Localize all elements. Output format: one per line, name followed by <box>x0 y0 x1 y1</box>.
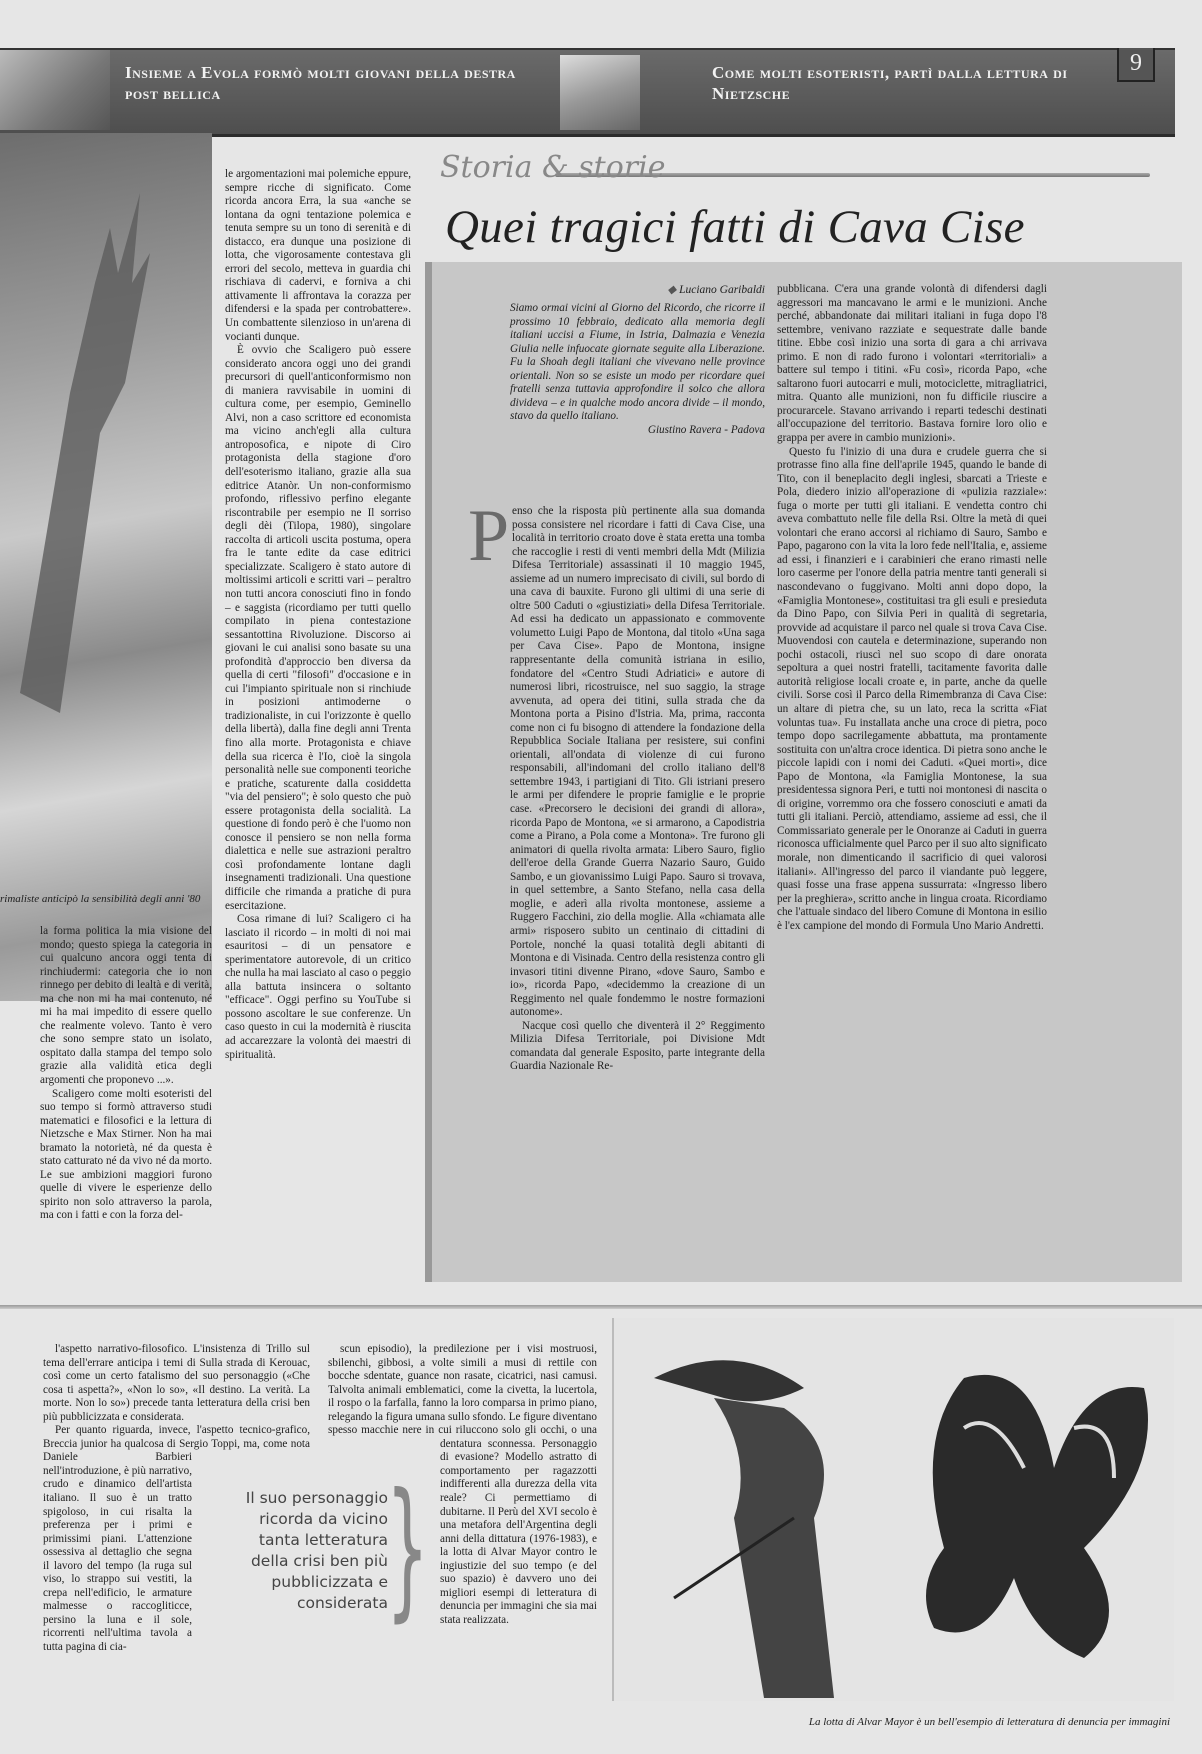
paragraph: Cosa rimane di lui? Scaligero ci ha lasciato il ricordo – in molti di noi mai esauritosi – di un pensatore e sperimentatore autorevole, di un critico che nulla ha mai lasciato al caso o peggio alla battuta insincera o soltanto "efficace". Oggi perfino su YouTube si possono ascoltare le sue conferenze. Un caso questo in cui la modernità è riuscita ad accarezzare la volontà dei maestri di spiritualità. <box>225 913 411 1061</box>
letter-signature: Giustino Ravera - Padova <box>647 423 765 436</box>
paragraph: enso che la risposta più pertinente alla sua domanda possa consistere nel ricordare i fatti di Cava Cise, una località in territorio croato dove è stata eretta una tomba che raccoglie i resti di venti membri della Mdt (Milizia Difesa Territoriale) assassinati il 10 maggio 1945, assieme ad un numero imprecisato di civili, sul bordo di una cava di bauxite. Furono gli ultimi di una serie di oltre 500 Caduti o «giustiziati» della Difesa Territoriale. Ad essi ha dedicato un appassionato e commovente volumetto Luigi Papo de Montona, dal titolo «Una saga per Cava Cise». Papo de Montona, insigne rappresentante della comunità istriana in esilio, fondatore del «Centro Studi Adriatici» e autore di numerosi libri, ricostruisce, nel suo saggio, la strage avvenuta, ad opera dei titini, sulla strada che da Montona porta a Pisino d'Istria. Ma, prima, racconta come non ci fu bisogno di attendere la fondazione della Repubblica Sociale Italiana per resistere, sui confini orientali, all'ondata di violenze di cui furono responsabili, all'indomani del crollo italiano dell'8 settembre 1943, i partigiani di Tito. Gli istriani presero le armi per difendere le proprie famiglie e le proprie case. «Precorsero le decisioni dei grandi di allora», ricorda Papo de Montona, «e si armarono, a Capodistria come a Pirano, a Pola come a Montona». Tre furono gli animatori di quella rivolta armata: Libero Sauro, figlio dell'eroe della Grande Guerra Nazario Sauro, Guido Sambo, e un giovanissimo Luigi Papo. Sauro si trovava, in quel settembre, a Santo Stefano, nella casa della moglie, e aderì alla rivolta montonese, assieme a Ruggero Facchini, zio della moglie. Alla «chiamata alle armi» risposero subito un centinaio di cittadini di Portole, nonché la quasi totalità degli abitanti di Montona e di Visinada. Centro della resistenza contro gli invasori titini divenne Pirano, «dove Sauro, Sambo e io», ricorda Papo, «decidemmo la creazione di un Reggimento nel quale fondemmo le nostre formazioni autonome». <box>510 505 765 1019</box>
article-title: Quei tragici fatti di Cava Cise <box>445 201 1025 253</box>
comic-figure-butterfly-icon <box>614 1318 1174 1701</box>
brace-icon: } <box>386 1462 429 1636</box>
sky-hand-photo <box>0 133 212 1001</box>
paragraph: Nacque così quello che diventerà il 2° Reggimento Milizia Difesa Territoriale, poi Divisione Mdt comandata dal generale Esposito, parte integrante della Guardia Nazionale Re- <box>510 1019 765 1073</box>
drop-cap: P <box>468 495 510 577</box>
paragraph: Per quanto riguarda, invece, l'aspetto tecnico-grafico, Breccia junior ha qualcosa di Sergio Toppi, ma, come nota Daniele Barbieri nell'introduzione, è più narrativo, crudo e dinamico dell'artista italiano. Il suo è un tratto spigoloso, in cui risalta la preferenza per i primi e primissimi piani. L'attenzione ossessiva al dettaglio che segna il lavoro del tempo (la ruga sul viso, lo strappo sui vestiti, la crepa nell'edificio, le armature malmesse o raccogliticce, persino la luna e il sole, ricorrenti nell'ultima tavola a tutta pagina di cia- <box>43 1424 310 1654</box>
paragraph: l'aspetto narrativo-filosofico. L'insistenza di Trillo sul tema dell'errare anticipa i temi di Sulla strada di Kerouac, così come un certo fatalismo del suo personaggio («Che cosa ti aspetta?», «Non lo so», «Il destino. La verità. La morte. Non lo so») precede tanta letteratura della crisi ben più pubblicizzata e considerata. <box>43 1343 310 1423</box>
paragraph: la forma politica la mia visione del mondo; questo spiega la categoria in cui qualcuno ancora oggi tenta di rinchiudermi: categoria che io non rinnego per debito di lealtà e di verità, ma che non mi ha mai contenuto, né mi ha mai impedito di essere quello che realmente volevo. Tanto è vero che sono sempre stato un isolato, ospitato dalla stampa del tempo solo grazie alla validità etica degli argomenti che proponevo ...». <box>40 925 212 1087</box>
diamond-bullet-icon: ◆ <box>667 284 680 296</box>
byline <box>510 282 765 296</box>
letter-text: Siamo ormai vicini al Giorno del Ricordo, che ricorre il prossimo 10 febbraio, dedicato alla memoria degli italiani uccisi a Fiume, in Istria, Dalmazia e Venezia Giulia nelle infuocate giornate seguite alla Liberazione. Fu la Shoah degli italiani che vivevano nelle province orientali. Non so se esiste un modo per ricordare quei fratelli senza tuttavia approfondire il solco che allora divideva – e in qualche modo ancora divide – il mondo, stavo da quello italiano. <box>510 302 765 423</box>
left-image-caption: rimaliste anticipò la sensibilità degli anni '80 <box>0 893 201 905</box>
header-headline-right: Come molti esoteristi, partì dalla lettura di Nietzsche <box>712 63 1068 103</box>
nietzsche-photo <box>560 55 640 130</box>
illustration-caption: La lotta di Alvar Mayor è un bell'esempio di letteratura di denuncia per immagini <box>808 1716 1170 1728</box>
raised-hand-icon <box>0 133 212 1001</box>
pull-quote: Il suo personaggio ricorda da vicino tanta letteratura della crisi ben più pubblicizzata e considerata <box>245 1489 388 1612</box>
alvar-mayor-illustration <box>612 1318 1174 1701</box>
page-number: 9 <box>1117 48 1155 82</box>
article-column-1 <box>468 495 765 1074</box>
section-divider <box>0 1305 1202 1309</box>
paragraph: scun episodio), la predilezione per i visi mostruosi, sbilenchi, gibbosi, a volte simili a musi di rettile con bocche sdentate, guance non rasate, cicatrici, nasi camusi. Talvolta animali emblematici, come la civetta, la lucertola, il rospo o la farfalla, fanno la loro comparsa in primo piano, relegando la figura umana sullo sfondo. Le figure diventano spesso macchie nere in cui riluccono solo gli occhi, o una dentatura sconnessa. Personaggio di evasione? Modello astratto di comportamento per ragazzotti indifferenti alla durezza della vita reale? Ci permettiamo di dubitarne. Il Perù del XVI secolo è una metafora dell'Argentina degli anni della dittatura (1976-1983), e la lotta di Alvar Mayor contro le ingiustizie del suo tempo (e del suo spazio) è davvero uno dei migliori esempi di letteratura di denuncia per immagini che sia mai stata realizzata. <box>328 1343 597 1626</box>
paragraph: Questo fu l'inizio di una dura e crudele guerra che si protrasse fino alla fine dell'aprile 1945, quando le bande di Tito, con il beneplacito degli inglesi, sbarcati a Trieste e Pola, diedero inizio all'operazione di «pulizia razziale»: fuga o morte per tutti gli italiani. E vendetta contro chi aveva combattuto nelle file della Rsi. Oltre la metà di quei volontari che erano accorsi al richiamo di Sauro, Sambo e Papo, pagarono con la vita la loro fede nell'Italia, e, assieme ad essi, i finanzieri e i carabinieri che erano rimasti nelle loro caserme per l'onore della patria mentre tanti generali si nascondevano o fuggivano. Molti anni dopo dopo, la «Famiglia Montonese», costituitasi tra gli esuli e presieduta da Dino Papo, con Silvia Peri in qualità di segretaria, provvide ad acquistare il parco nel quale si trova Cava Cise. Muovendosi con cautela e determinazione, superando non pochi ostacoli, riuscì nel suo scopo di dare onorata sepoltura a quei nostri fratelli, tacitamente favorita dalle autorità religiose locali croate e, in parte, anche da quelle civili. Sorse così il Parco della Rimembranza di Cava Cise: un altare di pietra che, su un lato, reca la scritta «Fiat voluntas tua». Fu installata anche una croce di pietra, poco tempo dopo sacrilegamente abbattuta, ma prontamente sostituita con un'altra croce identica. Di pietra sono anche le piccole lapidi con i nomi dei Caduti. «Quei morti», dice Papo de Montona, «la Famiglia Montonese, la sua presidentessa signora Peri, e tutti noi montonesi di nascita o di origine, vorremmo ora che fossero conosciuti e amati da tutti gli italiani. Perciò, attendiamo, assieme ad essi, che il Commissariato generale per le Onoranze ai Caduti in guerra riconosca ufficialmente quel Parco per il suo alto significato morale, non dimenticando il sacrificio di quei valorosi italiani». All'ingresso del parco il viandante può leggere, quasi fosse una frase appena sussurrata: «Ingresso libero per la preghiera», scritto anche in lingua croata. Ricordiamo che l'attuale sindaco del libero Comune di Montona in esilio è l'ex campione del mondo di Formula Uno Mario Andretti. <box>777 445 1047 932</box>
reader-letter <box>510 302 765 437</box>
paragraph: Scaligero come molti esoteristi del suo tempo si formò attraverso studi matematici e filosofici e la lettura di Nietzsche e Max Stirner. Non ha mai bramato la notorietà, né da questa è stato catturato né da vivo né da morto. Le sue ambizioni maggiori furono quelle di vivere le esperienze dello spirito non solo attraverso la parola, ma con i fatti e con la forza del- <box>40 1087 212 1222</box>
author-name: Luciano Garibaldi <box>679 284 765 296</box>
paragraph: È ovvio che Scaligero può essere considerato ancora oggi uno dei grandi precursori di quell'anticonformismo non di maniera ravvisabile in uomini di cultura come, per esempio, Geminello Alvi, non a caso scrittore ed economista ma vicino anch'egli alla cultura antroposofica, e nipote di Ciro protagonista della stagione d'oro dell'esoterismo italiano, grazie alla sua editrice Atanòr. Un non-conformismo profondo, riflessivo perfino elegante riscontrabile per esempio ne Il sorriso degli dèi (Tilopa, 1980), singolare raccolta di articoli uscita postuma, opera fra le tante edite da case editrici specializzate. Scaligero è stato autore di moltissimi articoli e scritti vari – peraltro non tutti ancora conosciuti fino in fondo – e saggista (ricordiamo per tutti quello compilato in piena contestazione sessantottina Rivoluzione. Discorso ai giovani le cui analisi sono basate su una profondità d'approccio ben diversa da quella di certi "filosofi" d'occasione e in cui l'impianto spirituale non si rinchiude in posizioni antimoderne o tradizionaliste, in cui l'orizzonte è quello della libertà), dalla fine degli anni Trenta fino alla morte. Protagonista e chiave della sua ricerca è l'Io, cioè la singola personalità nelle sue componenti teoriche e pratiche, scaturente dalla cosiddetta "via del pensiero"; è solo questo che può essere protagonista della socialità. La questione di fondo però è che l'uomo non conosce il pensiero se non nella forma dialettica e nelle sue astrazioni peraltro così profondamente lontane dagli insegnamenti tradizionali. Una questione difficile che rimanda a pratiche di pura esercitazione. <box>225 344 411 912</box>
article-column-2 <box>777 283 1047 933</box>
section-label: Storia & storie <box>440 150 666 185</box>
paragraph: pubblicana. C'era una grande volontà di difendersi dagli aggressori ma mancavano le armi e le munizioni. Anche perché, abbandonate dai militari italiani in fuga dopo l'8 settembre, venivano razziate e sequestrate dalle bande titine. Ebbe così inizio una sorta di gara a chi arrivava primo. E non di rado furono i volontari «territoriali» a battere sul tempo i titini. «Fu così», ricorda Papo, «che saltarono fuori autocarri e muli, motociclette, mitragliatrici, mitra. Quanto alle munizioni, non fu difficile riuscire a procurarcele. Stavano arrivando i reparti tedeschi destinati all'occupazione del territorio. Bastava fornire loro olio e grappa per avere in cambio munizioni». <box>777 283 1047 445</box>
left-article-column-2 <box>225 168 411 1062</box>
header-headline-left: Insieme a Evola formò molti giovani della destra post bellica <box>125 63 516 103</box>
portrait-photo-left <box>0 50 110 130</box>
left-article-column-1 <box>40 925 212 1223</box>
paragraph: le argomentazioni mai polemiche eppure, sempre ricche di significato. Come ricorda ancora Erra, la sua «anche se lontana da ogni tentazione polemica e tenuta sempre su un tono di serenità e di distacco, era dunque una posizione di lotta, che vigorosamente contestava gli errori del secolo, metteva in guardia chi rischiava di cadervi, e forniva a chi attivamente li affrontava la corazza per difendersi e la spada per controbattere». Un combattente silenzioso in un'arena di vocianti dunque. <box>225 168 411 343</box>
